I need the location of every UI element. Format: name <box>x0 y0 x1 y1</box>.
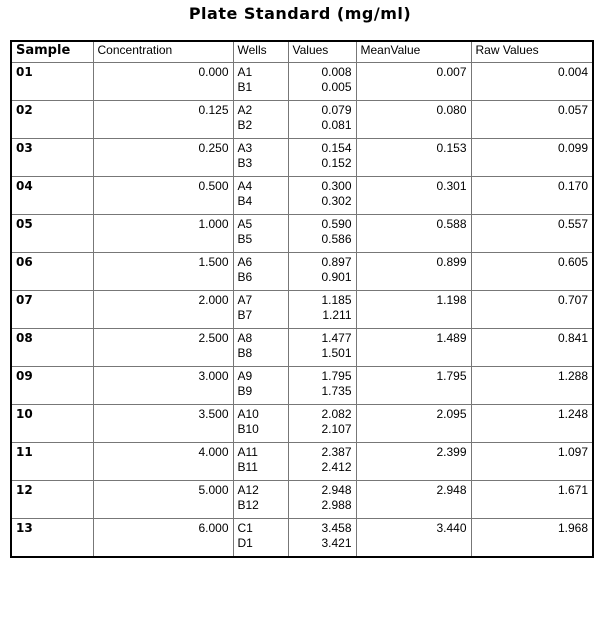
mean-value-cell: 2.948 <box>356 481 471 519</box>
well-id: B12 <box>237 498 259 512</box>
well-id: A5 <box>237 217 253 231</box>
values-cell <box>288 367 356 405</box>
header-raw-values: Raw Values <box>471 41 593 63</box>
raw-value-cell: 0.605 <box>471 253 593 291</box>
sample-cell: 05 <box>11 215 93 253</box>
well-id: A7 <box>237 293 253 307</box>
well-value: 0.901 <box>321 270 352 284</box>
sample-cell: 11 <box>11 443 93 481</box>
well-value: 0.081 <box>321 118 352 132</box>
values-cell <box>288 63 356 101</box>
well-id: B4 <box>237 194 253 208</box>
well-id: A2 <box>237 103 253 117</box>
well-id: A10 <box>237 407 259 421</box>
values-cell <box>288 253 356 291</box>
well-value: 1.185 <box>321 293 352 307</box>
table-row <box>11 177 593 215</box>
table-header-row <box>11 41 593 63</box>
values-cell <box>288 405 356 443</box>
well-value: 1.211 <box>322 308 352 322</box>
mean-value-cell: 2.095 <box>356 405 471 443</box>
well-id: B10 <box>237 422 259 436</box>
values-cell <box>288 519 356 557</box>
well-value: 2.948 <box>321 483 352 497</box>
table-row <box>11 367 593 405</box>
wells-cell <box>233 253 288 291</box>
wells-cell <box>233 329 288 367</box>
table-row <box>11 291 593 329</box>
well-id: A8 <box>237 331 253 345</box>
sample-cell: 10 <box>11 405 93 443</box>
wells-cell <box>233 177 288 215</box>
sample-cell: 04 <box>11 177 93 215</box>
sample-cell: 02 <box>11 101 93 139</box>
concentration-cell: 0.500 <box>93 177 233 215</box>
well-id: B2 <box>237 118 253 132</box>
sample-cell: 12 <box>11 481 93 519</box>
well-value: 0.586 <box>321 232 352 246</box>
raw-value-cell: 1.968 <box>471 519 593 557</box>
well-id: A1 <box>237 65 253 79</box>
well-id: B9 <box>237 384 253 398</box>
raw-value-cell: 0.170 <box>471 177 593 215</box>
concentration-cell: 3.500 <box>93 405 233 443</box>
well-id: A3 <box>237 141 253 155</box>
values-cell <box>288 215 356 253</box>
concentration-cell: 2.500 <box>93 329 233 367</box>
plate-standard-table <box>10 40 594 558</box>
well-id: A12 <box>237 483 259 497</box>
mean-value-cell: 1.489 <box>356 329 471 367</box>
wells-cell <box>233 405 288 443</box>
concentration-cell: 0.125 <box>93 101 233 139</box>
mean-value-cell: 2.399 <box>356 443 471 481</box>
values-cell <box>288 329 356 367</box>
wells-cell <box>233 101 288 139</box>
values-cell <box>288 443 356 481</box>
well-value: 0.590 <box>321 217 352 231</box>
table-row <box>11 101 593 139</box>
well-value: 2.387 <box>321 445 352 459</box>
sample-cell: 09 <box>11 367 93 405</box>
table-row <box>11 481 593 519</box>
mean-value-cell: 0.899 <box>356 253 471 291</box>
mean-value-cell: 1.198 <box>356 291 471 329</box>
concentration-cell: 3.000 <box>93 367 233 405</box>
raw-value-cell: 0.099 <box>471 139 593 177</box>
mean-value-cell: 3.440 <box>356 519 471 557</box>
well-id: B11 <box>237 460 258 474</box>
wells-cell <box>233 367 288 405</box>
sample-cell: 13 <box>11 519 93 557</box>
table-row <box>11 63 593 101</box>
raw-value-cell: 1.288 <box>471 367 593 405</box>
sample-cell: 07 <box>11 291 93 329</box>
well-value: 1.735 <box>321 384 352 398</box>
header-mean-value: MeanValue <box>356 41 471 63</box>
mean-value-cell: 1.795 <box>356 367 471 405</box>
table-row <box>11 253 593 291</box>
well-value: 0.005 <box>321 80 352 94</box>
well-id: B6 <box>237 270 253 284</box>
raw-value-cell: 0.004 <box>471 63 593 101</box>
header-wells: Wells <box>233 41 288 63</box>
raw-value-cell: 1.248 <box>471 405 593 443</box>
table-row <box>11 405 593 443</box>
values-cell <box>288 139 356 177</box>
well-id: A6 <box>237 255 253 269</box>
well-value: 0.079 <box>321 103 352 117</box>
raw-value-cell: 0.557 <box>471 215 593 253</box>
wells-cell <box>233 443 288 481</box>
sample-cell: 03 <box>11 139 93 177</box>
well-value: 0.154 <box>321 141 352 155</box>
well-id: B7 <box>237 308 253 322</box>
table-row <box>11 519 593 557</box>
well-value: 2.082 <box>321 407 352 421</box>
well-value: 0.897 <box>321 255 352 269</box>
table-row <box>11 215 593 253</box>
mean-value-cell: 0.588 <box>356 215 471 253</box>
well-id: A11 <box>237 445 258 459</box>
sample-cell: 06 <box>11 253 93 291</box>
wells-cell <box>233 139 288 177</box>
well-id: C1 <box>237 521 253 535</box>
well-value: 0.008 <box>321 65 352 79</box>
raw-value-cell: 0.707 <box>471 291 593 329</box>
raw-value-cell: 0.057 <box>471 101 593 139</box>
well-value: 0.300 <box>321 179 352 193</box>
well-value: 1.477 <box>321 331 352 345</box>
table-row <box>11 329 593 367</box>
well-id: B1 <box>237 80 253 94</box>
well-value: 3.458 <box>321 521 352 535</box>
raw-value-cell: 1.097 <box>471 443 593 481</box>
report-title: Plate Standard (mg/ml) <box>188 4 412 23</box>
wells-cell <box>233 291 288 329</box>
values-cell <box>288 481 356 519</box>
concentration-cell: 5.000 <box>93 481 233 519</box>
wells-cell <box>233 215 288 253</box>
mean-value-cell: 0.301 <box>356 177 471 215</box>
mean-value-cell: 0.080 <box>356 101 471 139</box>
raw-value-cell: 1.671 <box>471 481 593 519</box>
mean-value-cell: 0.153 <box>356 139 471 177</box>
concentration-cell: 6.000 <box>93 519 233 557</box>
header-concentration: Concentration <box>93 41 233 63</box>
well-id: B8 <box>237 346 253 360</box>
well-value: 2.107 <box>321 422 352 436</box>
well-value: 2.988 <box>321 498 352 512</box>
well-value: 3.421 <box>321 536 352 550</box>
values-cell <box>288 101 356 139</box>
raw-value-cell: 0.841 <box>471 329 593 367</box>
well-id: D1 <box>237 536 253 550</box>
concentration-cell: 0.250 <box>93 139 233 177</box>
wells-cell <box>233 481 288 519</box>
concentration-cell: 2.000 <box>93 291 233 329</box>
well-id: B5 <box>237 232 253 246</box>
mean-value-cell: 0.007 <box>356 63 471 101</box>
well-value: 1.501 <box>321 346 352 360</box>
well-id: B3 <box>237 156 253 170</box>
concentration-cell: 4.000 <box>93 443 233 481</box>
well-value: 2.412 <box>321 460 352 474</box>
table-row <box>11 139 593 177</box>
table-row <box>11 443 593 481</box>
wells-cell <box>233 519 288 557</box>
concentration-cell: 1.500 <box>93 253 233 291</box>
sample-cell: 08 <box>11 329 93 367</box>
well-id: A9 <box>237 369 253 383</box>
concentration-cell: 1.000 <box>93 215 233 253</box>
well-id: A4 <box>237 179 253 193</box>
well-value: 0.302 <box>321 194 352 208</box>
header-sample: Sample <box>11 41 93 63</box>
well-value: 0.152 <box>321 156 352 170</box>
sample-cell: 01 <box>11 63 93 101</box>
values-cell <box>288 291 356 329</box>
well-value: 1.795 <box>321 369 352 383</box>
header-values: Values <box>288 41 356 63</box>
wells-cell <box>233 63 288 101</box>
values-cell <box>288 177 356 215</box>
concentration-cell: 0.000 <box>93 63 233 101</box>
